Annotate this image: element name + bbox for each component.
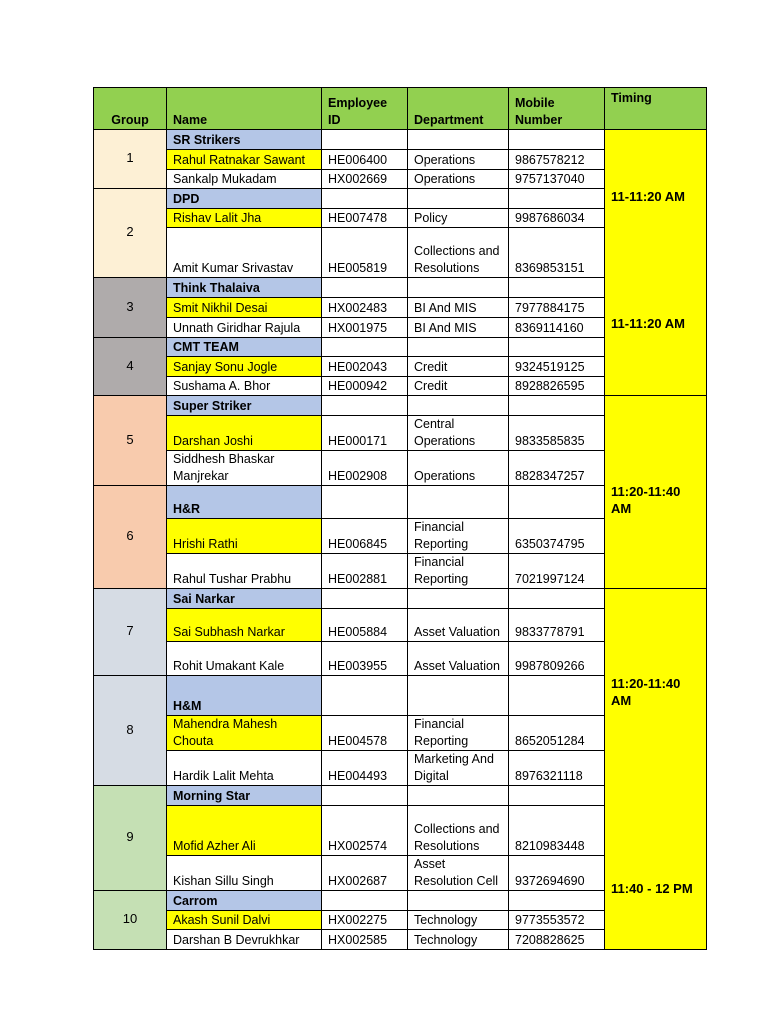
timing-slot: 11-11:20 AM — [611, 315, 685, 331]
empty-cell — [408, 589, 509, 609]
empty-cell — [322, 676, 408, 716]
mobile-number: 8928826595 — [509, 377, 605, 396]
employee-id: HE000171 — [322, 416, 408, 451]
team-name: SR Strikers — [167, 130, 322, 150]
member-name: Darshan Joshi — [167, 416, 322, 451]
team-row — [94, 396, 707, 416]
header-name: Name — [167, 88, 322, 130]
empty-cell — [322, 396, 408, 416]
team-name: H&R — [167, 486, 322, 519]
member-name: Mahendra Mahesh Chouta — [167, 716, 322, 751]
timing-slot: 11:20-11:40 AM — [611, 484, 681, 516]
mobile-number: 6350374795 — [509, 519, 605, 554]
employee-id: HE002043 — [322, 357, 408, 377]
group-number: 8 — [94, 676, 167, 786]
empty-cell — [408, 676, 509, 716]
empty-cell — [322, 589, 408, 609]
mobile-number: 8976321118 — [509, 751, 605, 786]
department: Operations — [408, 451, 509, 486]
group-number: 1 — [94, 130, 167, 189]
empty-cell — [509, 396, 605, 416]
employee-id: HE002881 — [322, 554, 408, 589]
timing-cell — [605, 130, 707, 396]
department: Marketing And Digital — [408, 751, 509, 786]
header-row — [94, 88, 707, 130]
timing-slot: 11-11:20 AM — [611, 189, 685, 204]
empty-cell — [509, 486, 605, 519]
department: Operations — [408, 170, 509, 189]
member-name: Mofid Azher Ali — [167, 806, 322, 856]
member-name: Sai Subhash Narkar — [167, 609, 322, 642]
employee-id: HE005884 — [322, 609, 408, 642]
team-name: Morning Star — [167, 786, 322, 806]
employee-id: HX002669 — [322, 170, 408, 189]
empty-cell — [509, 130, 605, 150]
employee-id: HE000942 — [322, 377, 408, 396]
mobile-number: 9987809266 — [509, 642, 605, 676]
empty-cell — [322, 486, 408, 519]
employee-id: HE002908 — [322, 451, 408, 486]
employee-id: HE007478 — [322, 209, 408, 228]
member-name: Rahul Tushar Prabhu — [167, 554, 322, 589]
member-name: Rohit Umakant Kale — [167, 642, 322, 676]
schedule-table — [93, 87, 707, 950]
empty-cell — [509, 589, 605, 609]
group-number: 9 — [94, 786, 167, 891]
department: Collections and Resolutions — [408, 806, 509, 856]
department: Credit — [408, 357, 509, 377]
member-name: Sanjay Sonu Jogle — [167, 357, 322, 377]
mobile-number: 9324519125 — [509, 357, 605, 377]
empty-cell — [322, 786, 408, 806]
mobile-number: 8369114160 — [509, 318, 605, 338]
department: BI And MIS — [408, 318, 509, 338]
employee-id: HX002275 — [322, 911, 408, 930]
empty-cell — [408, 189, 509, 209]
team-name: H&M — [167, 676, 322, 716]
timing-cell — [605, 589, 707, 950]
team-name: Sai Narkar — [167, 589, 322, 609]
department: Central Operations — [408, 416, 509, 451]
team-row — [94, 589, 707, 609]
member-name: Unnath Giridhar Rajula — [167, 318, 322, 338]
employee-id: HX002687 — [322, 856, 408, 891]
timing-slot: 11:20-11:40 AM — [611, 676, 681, 708]
employee-id: HX001975 — [322, 318, 408, 338]
group-number: 7 — [94, 589, 167, 676]
empty-cell — [322, 891, 408, 911]
employee-id: HE005819 — [322, 228, 408, 278]
member-name: Kishan Sillu Singh — [167, 856, 322, 891]
member-name: Rishav Lalit Jha — [167, 209, 322, 228]
department: Policy — [408, 209, 509, 228]
header-timing: Timing — [605, 88, 707, 130]
mobile-number: 9833778791 — [509, 609, 605, 642]
empty-cell — [408, 786, 509, 806]
member-name: Darshan B Devrukhkar — [167, 930, 322, 950]
group-number: 2 — [94, 189, 167, 278]
department: Technology — [408, 911, 509, 930]
employee-id: HX002483 — [322, 298, 408, 318]
group-number: 10 — [94, 891, 167, 950]
header-group: Group — [94, 88, 167, 130]
employee-id: HX002585 — [322, 930, 408, 950]
empty-cell — [408, 338, 509, 357]
department: Credit — [408, 377, 509, 396]
department: Collections and Resolutions — [408, 228, 509, 278]
employee-id: HE004578 — [322, 716, 408, 751]
department: Financial Reporting — [408, 519, 509, 554]
department: Financial Reporting — [408, 716, 509, 751]
department: Asset Valuation — [408, 642, 509, 676]
timing-slot: 11:40 - 12 PM — [611, 881, 693, 896]
mobile-number: 9372694690 — [509, 856, 605, 891]
mobile-number: 9833585835 — [509, 416, 605, 451]
member-name: Akash Sunil Dalvi — [167, 911, 322, 930]
member-name: Sushama A. Bhor — [167, 377, 322, 396]
department: BI And MIS — [408, 298, 509, 318]
empty-cell — [408, 396, 509, 416]
group-number: 6 — [94, 486, 167, 589]
empty-cell — [509, 189, 605, 209]
group-number: 5 — [94, 396, 167, 486]
department: Asset Resolution Cell — [408, 856, 509, 891]
mobile-number: 7021997124 — [509, 554, 605, 589]
member-name: Hardik Lalit Mehta — [167, 751, 322, 786]
mobile-number: 7977884175 — [509, 298, 605, 318]
member-name: Amit Kumar Srivastav — [167, 228, 322, 278]
empty-cell — [408, 278, 509, 298]
header-employee-id: Employee ID — [322, 88, 408, 130]
mobile-number: 9987686034 — [509, 209, 605, 228]
team-row — [94, 130, 707, 150]
mobile-number: 8652051284 — [509, 716, 605, 751]
empty-cell — [408, 891, 509, 911]
mobile-number: 7208828625 — [509, 930, 605, 950]
header-department: Department — [408, 88, 509, 130]
header-mobile: Mobile Number — [509, 88, 605, 130]
group-number: 4 — [94, 338, 167, 396]
employee-id: HX002574 — [322, 806, 408, 856]
department: Asset Valuation — [408, 609, 509, 642]
empty-cell — [509, 676, 605, 716]
empty-cell — [322, 130, 408, 150]
mobile-number: 8210983448 — [509, 806, 605, 856]
team-name: Carrom — [167, 891, 322, 911]
employee-id: HE006400 — [322, 150, 408, 170]
employee-id: HE006845 — [322, 519, 408, 554]
empty-cell — [408, 486, 509, 519]
empty-cell — [322, 189, 408, 209]
employee-id: HE003955 — [322, 642, 408, 676]
member-name: Rahul Ratnakar Sawant — [167, 150, 322, 170]
empty-cell — [509, 786, 605, 806]
employee-id: HE004493 — [322, 751, 408, 786]
team-name: DPD — [167, 189, 322, 209]
timing-cell — [605, 396, 707, 589]
group-number: 3 — [94, 278, 167, 338]
empty-cell — [322, 278, 408, 298]
mobile-number: 9757137040 — [509, 170, 605, 189]
empty-cell — [509, 278, 605, 298]
empty-cell — [509, 338, 605, 357]
team-name: Think Thalaiva — [167, 278, 322, 298]
empty-cell — [509, 891, 605, 911]
empty-cell — [408, 130, 509, 150]
team-name: Super Striker — [167, 396, 322, 416]
member-name: Hrishi Rathi — [167, 519, 322, 554]
department: Operations — [408, 150, 509, 170]
mobile-number: 8828347257 — [509, 451, 605, 486]
team-name: CMT TEAM — [167, 338, 322, 357]
department: Financial Reporting — [408, 554, 509, 589]
member-name: Siddhesh Bhaskar Manjrekar — [167, 451, 322, 486]
member-name: Sankalp Mukadam — [167, 170, 322, 189]
mobile-number: 9867578212 — [509, 150, 605, 170]
mobile-number: 9773553572 — [509, 911, 605, 930]
mobile-number: 8369853151 — [509, 228, 605, 278]
department: Technology — [408, 930, 509, 950]
empty-cell — [322, 338, 408, 357]
member-name: Smit Nikhil Desai — [167, 298, 322, 318]
